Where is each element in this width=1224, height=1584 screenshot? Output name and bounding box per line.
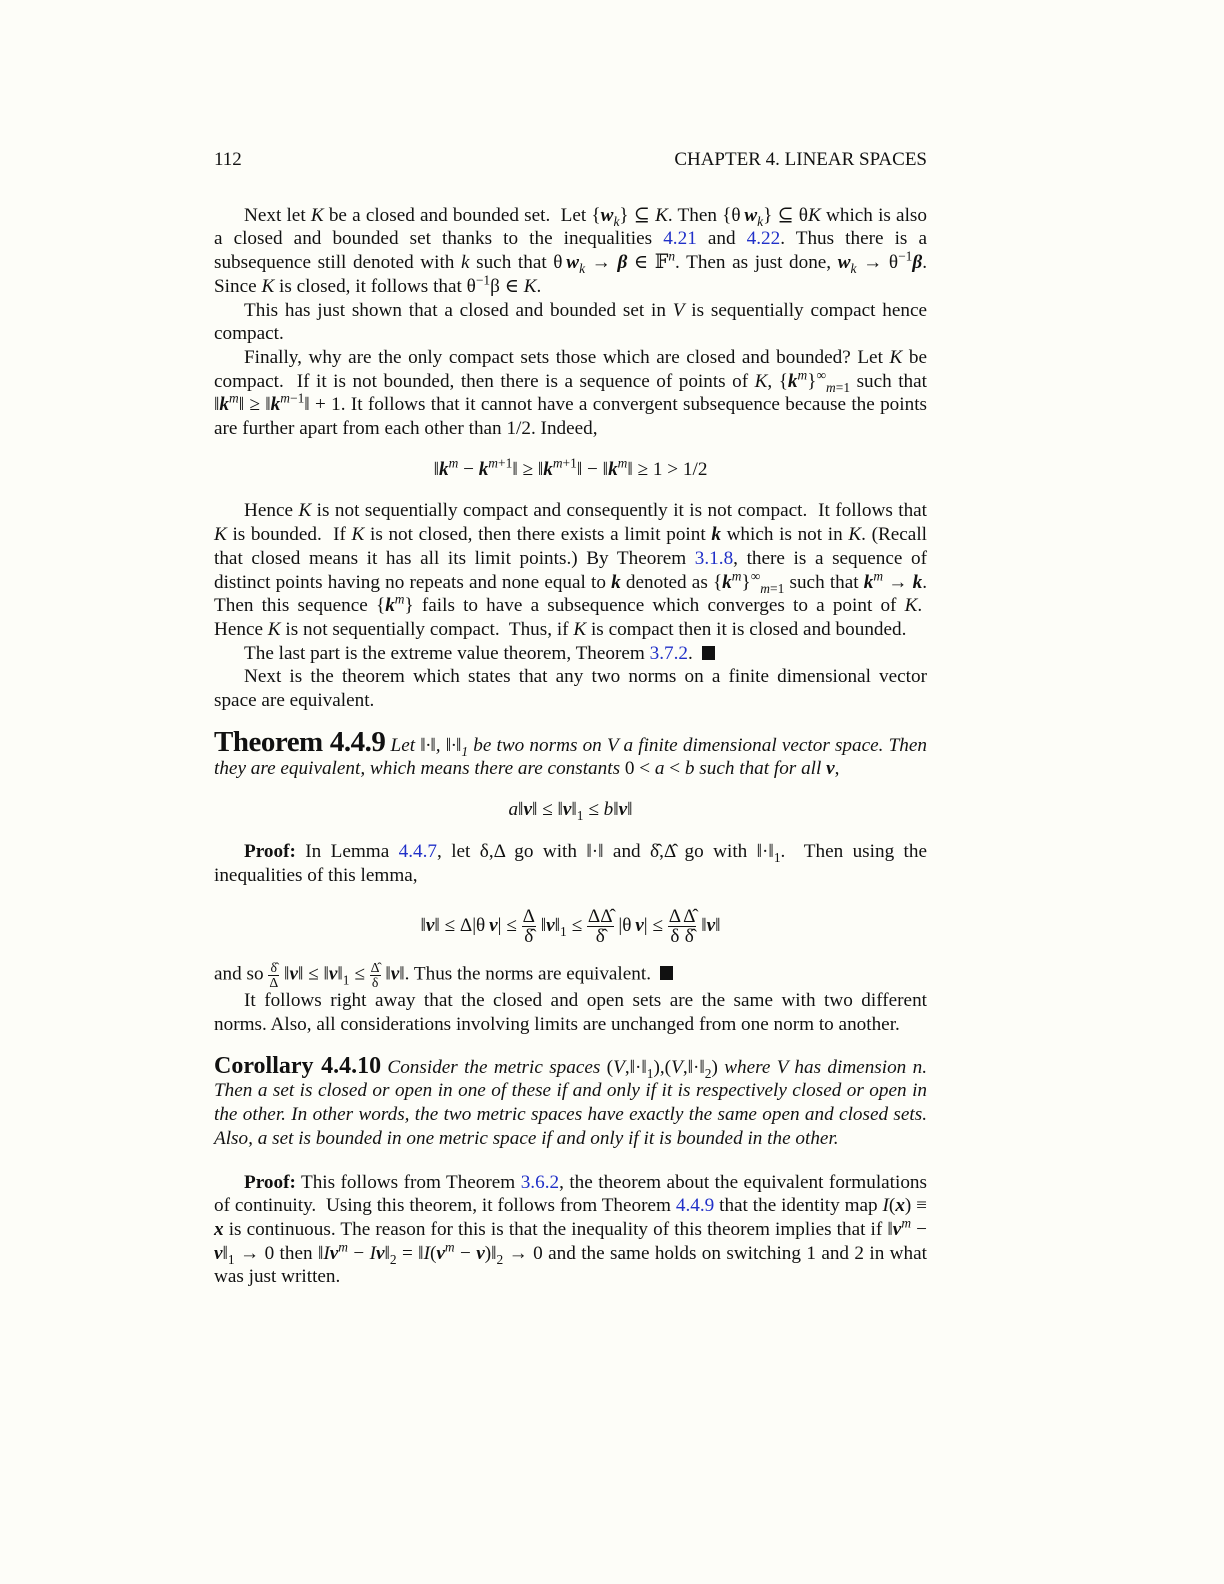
paragraph-extreme-value: The last part is the extreme value theorem, Theorem 3.7.2. bbox=[214, 642, 927, 666]
ref-ineq-4-21[interactable]: 4.21 bbox=[663, 228, 697, 250]
paragraph-next-theorem: Next is the theorem which states that any two norms on a finite dimensional vector space are equivalent. bbox=[214, 666, 927, 712]
qed-symbol bbox=[660, 966, 673, 980]
proof-label: Proof: bbox=[244, 840, 296, 862]
paragraph-closed-bounded: Next let K be a closed and bounded set. Let $\{w_k\}$ ⊆ K. Then {θ $w_k$} ⊆ θK which is also a closed and bounded set thanks to the inequalities 4.21 and 4.22. Thus there is a subsequence still denoted with k such that θ $w_k \to \beta$ ∈ 𝔽$^n$. Then as just done, $w_k \to \theta^{-1}\beta$. Since K is closed, it follows that $\theta^{-1}\beta$ ∈ K. bbox=[214, 204, 927, 297]
ref-theorem-3-6-2[interactable]: 3.6.2 bbox=[520, 1171, 560, 1193]
running-header bbox=[214, 148, 927, 172]
ref-theorem-3-7-2[interactable]: 3.7.2 bbox=[649, 642, 689, 664]
qed-symbol bbox=[702, 646, 715, 660]
ref-theorem-4-4-9[interactable]: 4.4.9 bbox=[675, 1195, 715, 1217]
ref-theorem-3-1-8[interactable]: 3.1.8 bbox=[694, 547, 734, 569]
ref-ineq-4-22[interactable]: 4.22 bbox=[746, 228, 781, 250]
theorem-4-4-9: Theorem 4.4.9 Let ‖·‖, $‖\cdot‖_1$ be two norms on V a finite dimensional vector space. Then they are equivalent, which means there are constants 0 < a < b such that for all v, bbox=[214, 725, 927, 780]
paragraph-sequentially-compact: This has just shown that a closed and bounded set in V is sequentially compact hence compact. bbox=[214, 299, 927, 345]
proof-label: Proof: bbox=[244, 1171, 296, 1193]
equation-norm-equivalence: a‖v‖ ≤ $‖v‖_1$ ≤ b‖v‖ bbox=[508, 799, 633, 823]
ref-lemma-4-4-7[interactable]: 4.4.7 bbox=[398, 840, 438, 862]
proof-conclusion: and so $\frac{\deltâ}{\Delta}$ ‖v‖ ≤ $‖v‖_1$ ≤ $\frac{\Deltâ}{\delta}$ ‖v‖. Thus the norms are equivalent. bbox=[214, 961, 927, 990]
proof-theorem-4-4-9: Proof: In Lemma 4.4.7, let δ,Δ go with ‖·‖ and δ̂,Δ̂ go with $‖\cdot‖_1$. Then using the inequalities of this lemma, bbox=[214, 840, 928, 886]
paragraph-open-closed-sets: It follows right away that the closed and open sets are the same with two different norms. Also, all considerations involving limits are unchanged from one norm to another. bbox=[214, 990, 927, 1036]
equation-distance: $‖k^m$ − $k^{m+1}‖$ ≥ $‖k^{m+1}‖$ − $‖k^m‖ \ge 1 > 1/2$ bbox=[433, 455, 708, 480]
proof-corollary-4-4-10: Proof: This follows from Theorem 3.6.2, the theorem about the equivalent formulations of continuity. Using this theorem, it follows from Theorem 4.4.9 that the identity map I(x) ≡ x is continuous. The reason for this is that the inequality of this theorem implies that if $‖v^m$ − $v‖_1 \to 0$ then $‖Iv^m$ − $Iv‖_2$ = $‖I(v^m$ − $v)‖_2 \to 0$ and the same holds on switching 1 and 2 in what was just written. bbox=[214, 1171, 928, 1288]
chapter-title: CHAPTER 4. LINEAR SPACES bbox=[674, 149, 927, 170]
page bbox=[214, 148, 927, 1289]
corollary-4-4-10: Corollary 4.4.10 Consider the metric spaces $(V,‖\cdot‖_1),(V,‖\cdot‖_2)$ where V has dimension n. Then a set is closed or open in one of these if and only if it is respectively closed or open in the other. In other words, the two metric spaces have exactly the same open and closed sets. Also, a set is bounded in one metric space if and only if it is bounded in the other. bbox=[214, 1052, 927, 1149]
page-number: 112 bbox=[214, 149, 242, 170]
theorem-label: Theorem 4.4.9 bbox=[214, 725, 386, 758]
paragraph-only-compact: Finally, why are the only compact sets those which are closed and bounded? Let K be compact. If it is not bounded, then there is a sequence of points of K, $\{k^m\}^\infty_{m=1}$ such that $‖k^m‖$ ≥ $‖k^{m-1}‖ + 1$. It follows that it cannot have a convergent subsequence because the points are further apart from each other than 1/2. Indeed, bbox=[214, 346, 927, 440]
corollary-label: Corollary 4.4.10 bbox=[214, 1052, 382, 1079]
equation-lemma-chain: ‖v‖ ≤ Δ|θ v| ≤ $\frac{\Delta}{\deltâ}$ $‖v‖_1$ ≤ $\frac{\Delta\Deltâ}{\deltâ}$ |θ v| ≤ $\frac{\Delta}{\delta}$ $\frac{\Deltâ}{\deltâ}$ ‖v‖ bbox=[420, 906, 721, 948]
paragraph-not-sequentially-compact: Hence K is not sequentially compact and consequently it is not compact. It follows that K is bounded. If K is not closed, then there exists a limit point k which is not in K. (Recall that closed means it has all its limit points.) By Theorem 3.1.8, there is a sequence of distinct points having no repeats and none equal to k denoted as $\{k^m\}^\infty_{m=1}$ such that $k^m \to k$. Then this sequence $\{k^m\}$ fails to have a subsequence which converges to a point of K. Hence K is not sequentially compact. Thus, if K is compact then it is closed and bounded. bbox=[214, 500, 928, 640]
